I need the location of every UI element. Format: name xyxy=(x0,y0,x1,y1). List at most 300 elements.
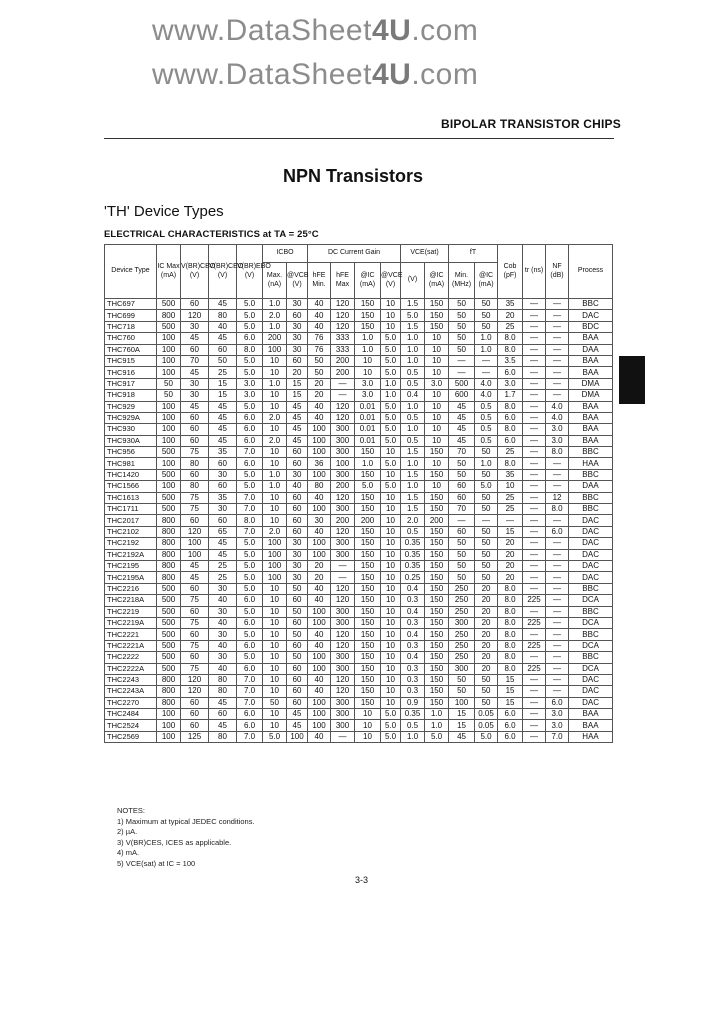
table-cell: 45 xyxy=(449,424,475,435)
table-cell: 8.0 xyxy=(498,458,523,469)
table-cell: 30 xyxy=(308,515,331,526)
table-cell: 50 xyxy=(475,686,498,697)
process-cell: DAC xyxy=(569,697,613,708)
table-cell: 0.01 xyxy=(355,424,381,435)
table-cell: 5.0 xyxy=(381,333,401,344)
table-cell: 10 xyxy=(263,709,287,720)
table-cell: 5.0 xyxy=(381,344,401,355)
col-tr: tr (ns) xyxy=(523,245,546,299)
table-cell: 40 xyxy=(287,481,308,492)
table-cell: 8.0 xyxy=(498,333,523,344)
table-cell: 6.0 xyxy=(237,424,263,435)
table-cell: 45 xyxy=(287,424,308,435)
table-cell: 1.0 xyxy=(263,299,287,310)
table-cell: — xyxy=(523,720,546,731)
table-cell: — xyxy=(523,412,546,423)
table-cell: 100 xyxy=(157,458,181,469)
table-cell: — xyxy=(331,560,355,571)
table-row xyxy=(105,629,613,640)
table-cell: — xyxy=(523,572,546,583)
table-cell: 7.0 xyxy=(237,492,263,503)
table-cell: 45 xyxy=(181,333,209,344)
table-cell: 6.0 xyxy=(237,458,263,469)
table-cell: 15 xyxy=(498,526,523,537)
table-cell: 6.0 xyxy=(498,435,523,446)
process-cell: DAA xyxy=(569,481,613,492)
table-cell: — xyxy=(449,355,475,366)
table-cell: 1.0 xyxy=(263,469,287,480)
table-cell: 150 xyxy=(355,640,381,651)
table-cell: 10 xyxy=(263,367,287,378)
table-cell: 10 xyxy=(355,367,381,378)
table-cell: 120 xyxy=(331,629,355,640)
table-cell: 800 xyxy=(157,572,181,583)
table-cell: 10 xyxy=(498,481,523,492)
table-cell: 1.7 xyxy=(498,390,523,401)
table-cell: 500 xyxy=(157,583,181,594)
table-cell: 30 xyxy=(209,469,237,480)
table-cell: 8.0 xyxy=(498,344,523,355)
table-cell: 4.0 xyxy=(546,401,569,412)
table-row xyxy=(105,515,613,526)
table-cell: 100 xyxy=(157,731,181,742)
table-cell: 50 xyxy=(449,538,475,549)
table-cell: 20 xyxy=(475,583,498,594)
table-cell: 100 xyxy=(308,606,331,617)
table-cell: — xyxy=(523,378,546,389)
table-cell: 150 xyxy=(355,447,381,458)
table-row xyxy=(105,663,613,674)
table-cell: — xyxy=(331,572,355,583)
table-cell: 10 xyxy=(381,652,401,663)
table-cell: 30 xyxy=(287,572,308,583)
table-cell: — xyxy=(546,674,569,685)
table-cell: — xyxy=(546,310,569,321)
table-cell: 3.0 xyxy=(498,378,523,389)
table-cell: 150 xyxy=(425,652,449,663)
table-cell: 300 xyxy=(331,538,355,549)
table-cell: 150 xyxy=(355,617,381,628)
table-row xyxy=(105,401,613,412)
table-cell: 150 xyxy=(355,652,381,663)
table-cell: 8.0 xyxy=(498,663,523,674)
table-cell: 45 xyxy=(209,720,237,731)
table-cell: 20 xyxy=(498,572,523,583)
table-cell: 60 xyxy=(181,629,209,640)
table-row xyxy=(105,344,613,355)
process-cell: DAC xyxy=(569,310,613,321)
table-cell: 30 xyxy=(287,333,308,344)
table-cell: 1.5 xyxy=(401,321,425,332)
table-cell: 50 xyxy=(475,492,498,503)
process-cell: BBC xyxy=(569,299,613,310)
table-cell: 50 xyxy=(475,299,498,310)
table-cell: 0.01 xyxy=(355,412,381,423)
table-cell: 500 xyxy=(449,378,475,389)
process-cell: DAC xyxy=(569,538,613,549)
table-cell: 60 xyxy=(181,697,209,708)
table-cell: 100 xyxy=(308,697,331,708)
table-cell: 7.0 xyxy=(237,674,263,685)
col-process: Process xyxy=(569,245,613,299)
table-cell: 0.3 xyxy=(401,595,425,606)
table-cell: 8.0 xyxy=(498,629,523,640)
table-cell: 1.0 xyxy=(355,333,381,344)
table-cell: 10 xyxy=(381,674,401,685)
table-cell: 150 xyxy=(425,583,449,594)
table-cell: 60 xyxy=(287,492,308,503)
table-cell: 5.0 xyxy=(237,481,263,492)
table-cell: — xyxy=(546,299,569,310)
table-cell: 5.0 xyxy=(381,709,401,720)
table-cell: 45 xyxy=(287,720,308,731)
table-row xyxy=(105,321,613,332)
section-title: 'TH' Device Types xyxy=(104,203,224,220)
table-cell: — xyxy=(546,321,569,332)
table-cell: 100 xyxy=(308,549,331,560)
process-cell: DAC xyxy=(569,549,613,560)
table-cell: 10 xyxy=(381,686,401,697)
table-cell: 1.0 xyxy=(401,401,425,412)
table-cell: 30 xyxy=(287,344,308,355)
table-cell: — xyxy=(523,709,546,720)
table-cell: 60 xyxy=(181,583,209,594)
table-cell: 50 xyxy=(308,355,331,366)
table-cell: 5.0 xyxy=(381,355,401,366)
table-row xyxy=(105,310,613,321)
table-cell: 150 xyxy=(355,549,381,560)
table-cell: 150 xyxy=(425,469,449,480)
table-cell: 150 xyxy=(355,572,381,583)
table-cell: 45 xyxy=(209,401,237,412)
table-cell: 100 xyxy=(181,549,209,560)
table-cell: 150 xyxy=(425,549,449,560)
table-cell: 45 xyxy=(209,299,237,310)
device-type-cell: THC1420 xyxy=(105,469,157,480)
table-cell: 50 xyxy=(475,572,498,583)
table-cell: 50 xyxy=(449,333,475,344)
device-type-cell: THC2243 xyxy=(105,674,157,685)
table-cell: 15 xyxy=(449,709,475,720)
table-cell: 800 xyxy=(157,697,181,708)
table-cell: 60 xyxy=(449,492,475,503)
table-cell: 50 xyxy=(449,674,475,685)
table-cell: 10 xyxy=(263,674,287,685)
device-type-cell: THC2222 xyxy=(105,652,157,663)
table-cell: 8.0 xyxy=(498,652,523,663)
table-cell: 3.0 xyxy=(355,390,381,401)
table-cell: 45 xyxy=(209,538,237,549)
table-cell: — xyxy=(475,355,498,366)
table-cell: 20 xyxy=(308,572,331,583)
table-cell: 6.0 xyxy=(237,435,263,446)
table-cell: 10 xyxy=(425,367,449,378)
table-cell: 300 xyxy=(331,435,355,446)
table-cell: 30 xyxy=(181,321,209,332)
table-cell: 40 xyxy=(308,674,331,685)
table-cell: 120 xyxy=(331,321,355,332)
table-cell: 1.0 xyxy=(401,481,425,492)
table-cell: 20 xyxy=(475,629,498,640)
table-cell: 7.0 xyxy=(237,697,263,708)
table-cell: 200 xyxy=(331,367,355,378)
table-cell: 300 xyxy=(331,549,355,560)
table-cell: — xyxy=(546,333,569,344)
col-icbo-max: Max. (nA) xyxy=(263,263,287,299)
table-cell: 6.0 xyxy=(237,595,263,606)
table-cell: 40 xyxy=(308,412,331,423)
process-cell: BAA xyxy=(569,412,613,423)
process-cell: BBC xyxy=(569,606,613,617)
table-cell: 1.0 xyxy=(401,424,425,435)
table-cell: 15 xyxy=(287,378,308,389)
table-cell: 30 xyxy=(287,469,308,480)
table-cell: 300 xyxy=(331,469,355,480)
table-cell: 45 xyxy=(181,560,209,571)
table-cell: — xyxy=(546,560,569,571)
table-cell: 50 xyxy=(157,378,181,389)
table-cell: — xyxy=(523,424,546,435)
table-row xyxy=(105,709,613,720)
table-cell: 45 xyxy=(209,549,237,560)
table-cell: 10 xyxy=(381,504,401,515)
device-type-cell: THC2195 xyxy=(105,560,157,571)
table-row xyxy=(105,412,613,423)
table-cell: 60 xyxy=(181,652,209,663)
device-type-cell: THC760 xyxy=(105,333,157,344)
table-cell: 150 xyxy=(355,504,381,515)
table-cell: — xyxy=(523,504,546,515)
device-type-cell: THC2222A xyxy=(105,663,157,674)
table-cell: 250 xyxy=(449,629,475,640)
table-cell: 300 xyxy=(331,663,355,674)
table-cell: 7.0 xyxy=(237,504,263,515)
table-cell: — xyxy=(546,663,569,674)
device-type-cell: THC916 xyxy=(105,367,157,378)
table-cell: 10 xyxy=(381,560,401,571)
table-cell: 150 xyxy=(425,492,449,503)
table-row xyxy=(105,640,613,651)
device-type-cell: THC2524 xyxy=(105,720,157,731)
table-cell: — xyxy=(523,299,546,310)
table-cell: 0.4 xyxy=(401,606,425,617)
table-cell: — xyxy=(475,367,498,378)
table-cell: 20 xyxy=(308,390,331,401)
header-rule xyxy=(104,138,614,139)
table-cell: 35 xyxy=(498,469,523,480)
table-cell: 50 xyxy=(475,469,498,480)
table-cell: 1.0 xyxy=(475,344,498,355)
table-cell: — xyxy=(523,469,546,480)
table-cell: 225 xyxy=(523,617,546,628)
table-cell: — xyxy=(546,583,569,594)
table-cell: 1.0 xyxy=(475,333,498,344)
device-type-cell: THC2484 xyxy=(105,709,157,720)
table-cell: — xyxy=(523,321,546,332)
table-cell: 0.3 xyxy=(401,663,425,674)
table-cell: 5.0 xyxy=(381,367,401,378)
table-cell: 45 xyxy=(449,435,475,446)
table-cell: 60 xyxy=(181,412,209,423)
table-cell: 200 xyxy=(355,515,381,526)
device-type-cell: THC2221A xyxy=(105,640,157,651)
table-cell: 200 xyxy=(263,333,287,344)
table-cell: 0.25 xyxy=(401,572,425,583)
table-cell: 120 xyxy=(181,674,209,685)
table-row xyxy=(105,492,613,503)
table-cell: 8.0 xyxy=(498,606,523,617)
table-cell: — xyxy=(546,606,569,617)
table-cell: 0.9 xyxy=(401,697,425,708)
table-cell: 60 xyxy=(181,515,209,526)
watermark-suffix: .com xyxy=(411,14,479,47)
table-cell: 100 xyxy=(157,424,181,435)
table-cell: — xyxy=(523,606,546,617)
table-cell: 3.0 xyxy=(237,378,263,389)
table-cell: 8.0 xyxy=(498,617,523,628)
table-cell: 5.0 xyxy=(237,401,263,412)
table-cell: — xyxy=(546,390,569,401)
watermark-highlight: 4U xyxy=(371,14,412,47)
table-cell: 30 xyxy=(209,504,237,515)
table-row xyxy=(105,652,613,663)
table-cell: 50 xyxy=(475,560,498,571)
table-cell: 150 xyxy=(355,583,381,594)
table-cell: — xyxy=(523,435,546,446)
table-cell: 150 xyxy=(425,663,449,674)
table-cell: 5.0 xyxy=(381,424,401,435)
table-cell: — xyxy=(546,458,569,469)
table-cell: 20 xyxy=(308,560,331,571)
table-cell: 30 xyxy=(287,538,308,549)
table-cell: 5.0 xyxy=(381,435,401,446)
table-cell: 80 xyxy=(209,310,237,321)
table-cell: 80 xyxy=(209,674,237,685)
table-cell: — xyxy=(546,515,569,526)
table-cell: 12 xyxy=(546,492,569,503)
table-cell: 0.5 xyxy=(401,412,425,423)
process-cell: BBC xyxy=(569,469,613,480)
table-cell: 0.05 xyxy=(475,709,498,720)
table-row xyxy=(105,481,613,492)
table-cell: 100 xyxy=(157,401,181,412)
process-cell: BBC xyxy=(569,629,613,640)
table-cell: 10 xyxy=(263,504,287,515)
table-cell: 333 xyxy=(331,344,355,355)
col-icbo-vcb: @VCB (V) xyxy=(287,263,308,299)
table-cell: 100 xyxy=(157,720,181,731)
table-cell: 10 xyxy=(263,401,287,412)
device-type-cell: THC2270 xyxy=(105,697,157,708)
table-cell: 150 xyxy=(425,299,449,310)
table-cell: — xyxy=(523,538,546,549)
col-device: Device Type xyxy=(105,245,157,299)
table-cell: 5.0 xyxy=(237,572,263,583)
table-cell: 1.0 xyxy=(401,333,425,344)
table-cell: 5.0 xyxy=(237,299,263,310)
table-cell: 1.0 xyxy=(381,390,401,401)
table-cell: 25 xyxy=(498,504,523,515)
table-cell: 60 xyxy=(287,355,308,366)
table-cell: — xyxy=(546,344,569,355)
table-cell: 25 xyxy=(498,492,523,503)
table-cell: 3.0 xyxy=(355,378,381,389)
group-ft: fT xyxy=(449,245,498,263)
table-cell: — xyxy=(546,629,569,640)
table-cell: 40 xyxy=(209,617,237,628)
table-cell: 40 xyxy=(308,583,331,594)
table-cell: 300 xyxy=(331,504,355,515)
table-row xyxy=(105,697,613,708)
table-cell: 250 xyxy=(449,606,475,617)
table-cell: — xyxy=(523,355,546,366)
table-cell: 25 xyxy=(209,560,237,571)
table-cell: 150 xyxy=(425,606,449,617)
table-cell: 40 xyxy=(308,401,331,412)
group-icbo: ICBO xyxy=(263,245,308,263)
table-cell: 100 xyxy=(263,560,287,571)
table-row xyxy=(105,549,613,560)
page-title: NPN Transistors xyxy=(283,166,424,186)
table-cell: 10 xyxy=(381,617,401,628)
table-cell: 6.0 xyxy=(546,526,569,537)
table-cell: 120 xyxy=(331,674,355,685)
table-cell: 0.3 xyxy=(401,686,425,697)
table-cell: 10 xyxy=(263,583,287,594)
table-cell: 1.5 xyxy=(401,504,425,515)
table-cell: — xyxy=(546,652,569,663)
table-cell: 10 xyxy=(381,469,401,480)
table-cell: 120 xyxy=(331,640,355,651)
table-cell: 10 xyxy=(263,686,287,697)
device-type-cell: THC930 xyxy=(105,424,157,435)
table-cell: — xyxy=(546,469,569,480)
table-row xyxy=(105,617,613,628)
process-cell: BAA xyxy=(569,720,613,731)
table-cell: 150 xyxy=(355,299,381,310)
table-cell: 150 xyxy=(355,697,381,708)
notes xyxy=(117,806,255,869)
table-cell: 30 xyxy=(209,629,237,640)
table-cell: — xyxy=(523,652,546,663)
table-cell: — xyxy=(546,367,569,378)
table-cell: 100 xyxy=(157,355,181,366)
device-type-cell: THC956 xyxy=(105,447,157,458)
table-cell: 50 xyxy=(449,321,475,332)
table-cell: 10 xyxy=(381,515,401,526)
table-cell: 60 xyxy=(181,720,209,731)
table-cell: 7.0 xyxy=(237,686,263,697)
table-cell: 150 xyxy=(355,492,381,503)
table-cell: 100 xyxy=(308,617,331,628)
table-cell: 4.0 xyxy=(546,412,569,423)
table-cell: 120 xyxy=(331,299,355,310)
table-cell: 3.0 xyxy=(425,378,449,389)
table-cell: 8.0 xyxy=(546,447,569,458)
table-cell: 60 xyxy=(209,344,237,355)
table-cell: 45 xyxy=(209,435,237,446)
table-cell: 1.0 xyxy=(401,731,425,742)
table-cell: — xyxy=(449,367,475,378)
table-cell: 50 xyxy=(475,538,498,549)
table-cell: 30 xyxy=(287,299,308,310)
process-cell: BBC xyxy=(569,652,613,663)
table-cell: 800 xyxy=(157,560,181,571)
table-cell: 100 xyxy=(331,458,355,469)
table-cell: 35 xyxy=(209,447,237,458)
table-cell: 60 xyxy=(287,595,308,606)
page-number: 3-3 xyxy=(355,875,369,885)
